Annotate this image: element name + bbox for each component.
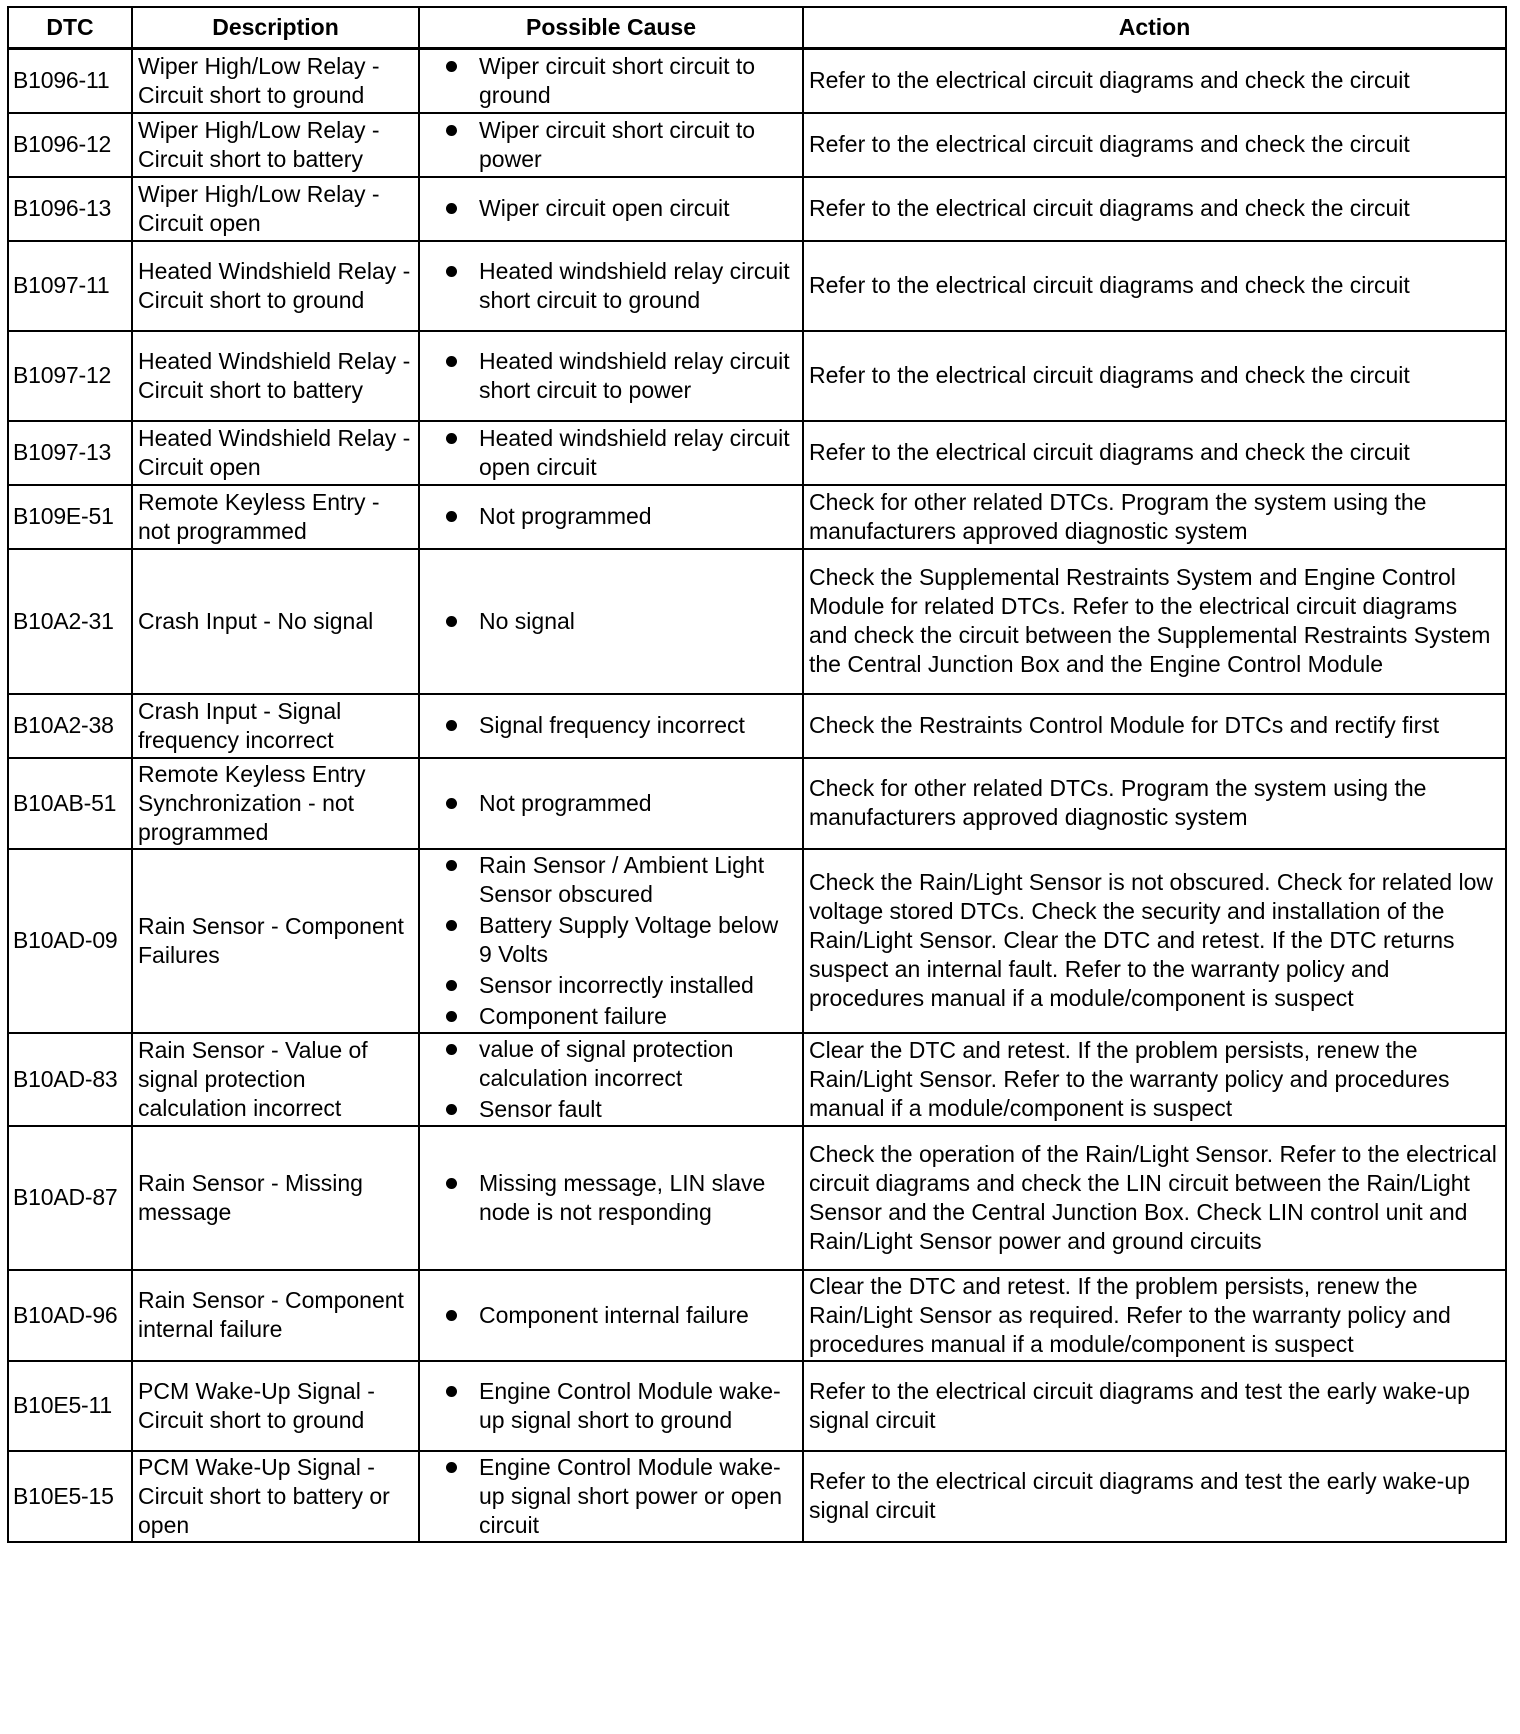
dtc-code: B1096-12 [8, 113, 132, 177]
possible-cause-cell [419, 1451, 803, 1542]
dtc-description: Heated Windshield Relay - Circuit short to ground [132, 241, 419, 331]
bullet-icon [446, 61, 457, 72]
cause-list-item [425, 194, 797, 223]
table-row [8, 421, 1506, 485]
table-row [8, 1126, 1506, 1270]
cause-list-item [425, 52, 797, 110]
table-row [8, 241, 1506, 331]
dtc-code: B10A2-38 [8, 694, 132, 758]
cause-text: value of signal protection calculation incorrect [479, 1035, 734, 1091]
cause-text: Wiper circuit short circuit to power [479, 116, 756, 172]
bullet-icon [446, 266, 457, 277]
dtc-action: Clear the DTC and retest. If the problem persists, renew the Rain/Light Sensor as required. Refer to the warranty policy and procedures manual if a module/component is suspect [803, 1270, 1506, 1361]
table-row [8, 1451, 1506, 1542]
cause-list [425, 116, 797, 174]
dtc-table-container [7, 6, 1507, 1543]
cause-text: No signal [479, 607, 575, 634]
cause-list-item [425, 1453, 797, 1540]
dtc-description: Remote Keyless Entry Synchronization - not programmed [132, 758, 419, 849]
cause-list [425, 851, 797, 1031]
cause-list-item [425, 1169, 797, 1227]
bullet-icon [446, 616, 457, 627]
dtc-code: B10AD-87 [8, 1126, 132, 1270]
dtc-action: Refer to the electrical circuit diagrams and check the circuit [803, 49, 1506, 113]
cause-text: Sensor incorrectly installed [479, 971, 754, 998]
dtc-description: Remote Keyless Entry - not programmed [132, 485, 419, 549]
dtc-code: B1097-11 [8, 241, 132, 331]
dtc-description: Wiper High/Low Relay - Circuit short to ground [132, 49, 419, 113]
dtc-description: PCM Wake-Up Signal - Circuit short to battery or open [132, 1451, 419, 1542]
dtc-action: Refer to the electrical circuit diagrams and check the circuit [803, 177, 1506, 241]
dtc-description: Crash Input - Signal frequency incorrect [132, 694, 419, 758]
table-row [8, 694, 1506, 758]
dtc-action: Check the Supplemental Restraints System and Engine Control Module for related DTCs. Refer to the electrical circuit diagrams and check the circuit between the Supplemental Restraints System the Central Junction Box and the Engine Control Module [803, 549, 1506, 694]
dtc-code: B109E-51 [8, 485, 132, 549]
cause-text: Battery Supply Voltage below 9 Volts [479, 911, 779, 967]
table-body [8, 49, 1506, 1542]
possible-cause-cell [419, 421, 803, 485]
cause-list-item [425, 1035, 797, 1093]
possible-cause-cell [419, 549, 803, 694]
bullet-icon [446, 356, 457, 367]
table-row [8, 485, 1506, 549]
table-row [8, 49, 1506, 113]
bullet-icon [446, 980, 457, 991]
dtc-code: B10AD-09 [8, 849, 132, 1033]
possible-cause-cell [419, 1270, 803, 1361]
bullet-icon [446, 920, 457, 931]
cause-text: Heated windshield relay circuit open circuit [479, 424, 790, 480]
possible-cause-cell [419, 331, 803, 421]
dtc-table [7, 6, 1507, 1543]
cause-list-item [425, 1002, 797, 1031]
cause-list [425, 1453, 797, 1540]
cause-text: Not programmed [479, 503, 652, 529]
dtc-action: Refer to the electrical circuit diagrams and test the early wake-up signal circuit [803, 1361, 1506, 1451]
dtc-code: B10AD-83 [8, 1033, 132, 1126]
bullet-icon [446, 1011, 457, 1022]
cause-list-item [425, 116, 797, 174]
bullet-icon [446, 860, 457, 871]
cause-list [425, 194, 797, 223]
dtc-description: Rain Sensor - Component internal failure [132, 1270, 419, 1361]
cause-list [425, 52, 797, 110]
header-dtc: DTC [8, 7, 132, 49]
dtc-action: Clear the DTC and retest. If the problem persists, renew the Rain/Light Sensor. Refer to the warranty policy and procedures manual if a module/component is suspect [803, 1033, 1506, 1126]
cause-list-item [425, 607, 797, 636]
cause-list [425, 424, 797, 482]
cause-list [425, 1377, 797, 1435]
bullet-icon [446, 1310, 457, 1321]
dtc-description: Crash Input - No signal [132, 549, 419, 694]
cause-text: Component failure [479, 1002, 667, 1029]
cause-list-item [425, 502, 797, 531]
table-row [8, 113, 1506, 177]
cause-list [425, 1169, 797, 1227]
possible-cause-cell [419, 849, 803, 1033]
bullet-icon [446, 1386, 457, 1397]
cause-list-item [425, 257, 797, 315]
dtc-action: Check the Rain/Light Sensor is not obscured. Check for related low voltage stored DTCs. Check the security and installation of the Rain/Light Sensor. Clear the DTC and retest. If the DTC returns suspect an internal fault. Refer to the warranty policy and procedures manual if a module/component is suspect [803, 849, 1506, 1033]
dtc-code: B1097-12 [8, 331, 132, 421]
dtc-code: B1096-11 [8, 49, 132, 113]
possible-cause-cell [419, 694, 803, 758]
bullet-icon [446, 1462, 457, 1473]
cause-text: Engine Control Module wake-up signal short power or open circuit [479, 1453, 783, 1538]
dtc-action: Refer to the electrical circuit diagrams and check the circuit [803, 421, 1506, 485]
bullet-icon [446, 511, 457, 522]
bullet-icon [446, 1178, 457, 1189]
cause-list [425, 347, 797, 405]
possible-cause-cell [419, 1361, 803, 1451]
cause-list [425, 1301, 797, 1330]
dtc-code: B10E5-15 [8, 1451, 132, 1542]
dtc-description: Heated Windshield Relay - Circuit open [132, 421, 419, 485]
dtc-description: Wiper High/Low Relay - Circuit short to battery [132, 113, 419, 177]
header-row [8, 7, 1506, 49]
table-row [8, 177, 1506, 241]
cause-text: Component internal failure [479, 1301, 749, 1328]
dtc-code: B1096-13 [8, 177, 132, 241]
bullet-icon [446, 125, 457, 136]
header-possible-cause: Possible Cause [419, 7, 803, 49]
possible-cause-cell [419, 177, 803, 241]
dtc-action: Refer to the electrical circuit diagrams and check the circuit [803, 241, 1506, 331]
header-action: Action [803, 7, 1506, 49]
cause-text: Wiper circuit open circuit [479, 195, 730, 221]
possible-cause-cell [419, 1126, 803, 1270]
bullet-icon [446, 1104, 457, 1115]
bullet-icon [446, 1044, 457, 1055]
bullet-icon [446, 203, 457, 214]
cause-list [425, 502, 797, 531]
possible-cause-cell [419, 1033, 803, 1126]
cause-list [425, 789, 797, 818]
cause-list-item [425, 1095, 797, 1124]
possible-cause-cell [419, 49, 803, 113]
possible-cause-cell [419, 485, 803, 549]
possible-cause-cell [419, 113, 803, 177]
table-row [8, 1033, 1506, 1126]
cause-list [425, 1035, 797, 1124]
dtc-description: Wiper High/Low Relay - Circuit open [132, 177, 419, 241]
dtc-action: Refer to the electrical circuit diagrams and check the circuit [803, 331, 1506, 421]
dtc-description: Rain Sensor - Value of signal protection calculation incorrect [132, 1033, 419, 1126]
cause-text: Heated windshield relay circuit short circuit to power [479, 347, 790, 403]
cause-text: Heated windshield relay circuit short circuit to ground [479, 257, 790, 313]
cause-list-item [425, 424, 797, 482]
bullet-icon [446, 720, 457, 731]
cause-text: Sensor fault [479, 1095, 602, 1122]
cause-list-item [425, 347, 797, 405]
dtc-action: Check the operation of the Rain/Light Sensor. Refer to the electrical circuit diagrams and check the LIN circuit between the Rain/Light Sensor and the Central Junction Box. Check LIN control unit and Rain/Light Sensor power and ground circuits [803, 1126, 1506, 1270]
cause-list-item [425, 789, 797, 818]
cause-text: Engine Control Module wake-up signal short to ground [479, 1377, 781, 1433]
cause-list-item [425, 971, 797, 1000]
table-row [8, 849, 1506, 1033]
dtc-code: B10E5-11 [8, 1361, 132, 1451]
dtc-description: PCM Wake-Up Signal - Circuit short to ground [132, 1361, 419, 1451]
header-description: Description [132, 7, 419, 49]
dtc-action: Check the Restraints Control Module for DTCs and rectify first [803, 694, 1506, 758]
cause-list-item [425, 851, 797, 909]
cause-text: Signal frequency incorrect [479, 712, 745, 738]
dtc-action: Check for other related DTCs. Program the system using the manufacturers approved diagnostic system [803, 758, 1506, 849]
cause-list-item [425, 911, 797, 969]
cause-text: Not programmed [479, 789, 652, 816]
dtc-action: Refer to the electrical circuit diagrams and test the early wake-up signal circuit [803, 1451, 1506, 1542]
dtc-action: Refer to the electrical circuit diagrams and check the circuit [803, 113, 1506, 177]
dtc-code: B10A2-31 [8, 549, 132, 694]
possible-cause-cell [419, 758, 803, 849]
cause-list [425, 607, 797, 636]
dtc-description: Heated Windshield Relay - Circuit short to battery [132, 331, 419, 421]
table-row [8, 1361, 1506, 1451]
table-row [8, 549, 1506, 694]
bullet-icon [446, 433, 457, 444]
cause-list [425, 257, 797, 315]
dtc-code: B10AD-96 [8, 1270, 132, 1361]
bullet-icon [446, 798, 457, 809]
table-header [8, 7, 1506, 49]
dtc-description: Rain Sensor - Missing message [132, 1126, 419, 1270]
cause-list [425, 711, 797, 740]
table-row [8, 1270, 1506, 1361]
dtc-action: Check for other related DTCs. Program the system using the manufacturers approved diagnostic system [803, 485, 1506, 549]
table-row [8, 331, 1506, 421]
cause-list-item [425, 711, 797, 740]
dtc-code: B1097-13 [8, 421, 132, 485]
cause-list-item [425, 1301, 797, 1330]
possible-cause-cell [419, 241, 803, 331]
cause-text: Rain Sensor / Ambient Light Sensor obscured [479, 851, 765, 907]
cause-text: Wiper circuit short circuit to ground [479, 52, 756, 108]
dtc-code: B10AB-51 [8, 758, 132, 849]
dtc-description: Rain Sensor - Component Failures [132, 849, 419, 1033]
table-row [8, 758, 1506, 849]
cause-text: Missing message, LIN slave node is not responding [479, 1169, 766, 1225]
cause-list-item [425, 1377, 797, 1435]
